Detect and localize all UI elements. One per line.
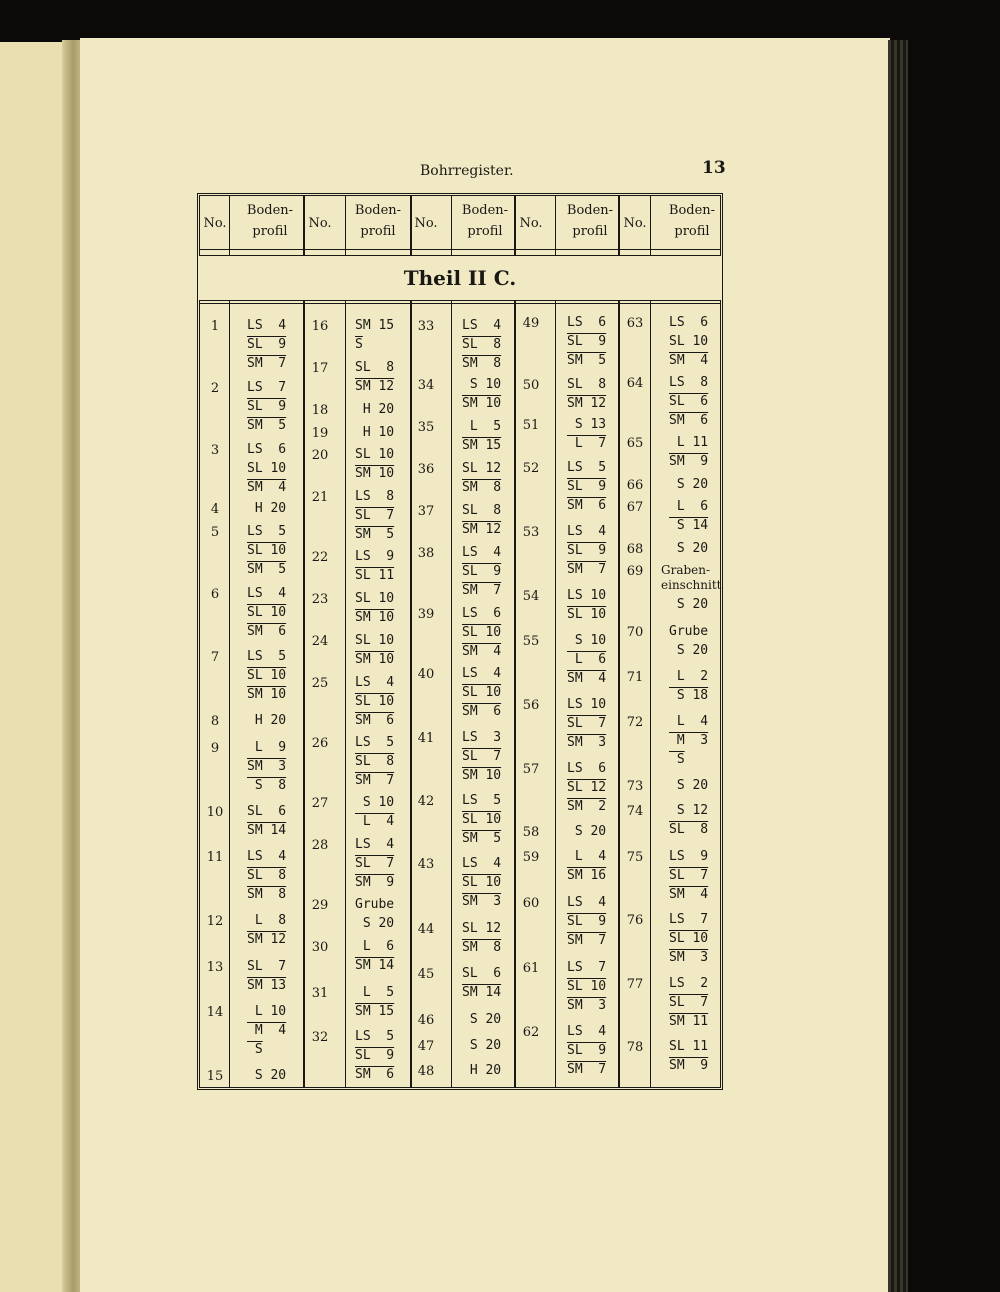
bore-number: 45 — [417, 967, 435, 982]
soil-profile-entry: S 20 — [462, 1038, 502, 1053]
soil-profile-entry: SM 6 — [355, 713, 395, 728]
soil-profile-entry: L 4 — [669, 714, 709, 729]
soil-profile-entry: SM 5 — [462, 831, 502, 846]
bore-number: 15 — [206, 1069, 224, 1084]
soil-profile-entry: L 5 — [355, 985, 395, 1000]
soil-profile-entry: SL 12 — [567, 780, 607, 795]
soil-profile-entry: SM 5 — [567, 353, 607, 368]
running-title: Bohrregister. — [420, 163, 514, 179]
bore-number: 64 — [626, 376, 644, 391]
soil-profile-entry: Grube — [669, 624, 709, 639]
soil-profile-entry: S 20 — [669, 541, 709, 556]
soil-profile-entry: SL 7 — [669, 868, 709, 883]
bore-number: 10 — [206, 805, 224, 820]
soil-profile-entry: LS 4 — [567, 1024, 607, 1039]
bore-number: 65 — [626, 436, 644, 451]
soil-profile-entry: SL 9 — [247, 399, 287, 414]
soil-profile-entry: L 9 — [247, 740, 287, 755]
soil-profile-entry: SM 6 — [462, 704, 502, 719]
soil-profile-entry: SM 4 — [669, 353, 709, 368]
soil-profile-entry: S 10 — [355, 795, 395, 810]
soil-profile-entry: SM 3 — [567, 735, 607, 750]
soil-profile-entry: S 20 — [669, 477, 709, 492]
bore-number: 21 — [311, 490, 329, 505]
bore-number: 76 — [626, 913, 644, 928]
bore-number: 52 — [522, 461, 540, 476]
soil-profile-entry: S 14 — [669, 518, 709, 533]
soil-profile-entry: SM 5 — [247, 562, 287, 577]
soil-profile-entry: L 2 — [669, 669, 709, 684]
soil-profile-entry: SM 12 — [567, 396, 607, 411]
soil-profile-entry: S 20 — [247, 1068, 287, 1083]
soil-profile-entry: SL 8 — [669, 822, 709, 837]
bore-number: 30 — [311, 940, 329, 955]
soil-profile-entry: S 10 — [567, 633, 607, 648]
soil-profile-entry: SL 12 — [462, 461, 502, 476]
soil-profile-entry: SL 6 — [669, 394, 709, 409]
bore-number: 28 — [311, 838, 329, 853]
soil-profile-entry: S — [669, 752, 685, 767]
soil-profile-entry: S 20 — [669, 597, 709, 612]
soil-profile-entry: SM 14 — [462, 985, 502, 1000]
soil-profile-entry: L 7 — [567, 436, 607, 451]
soil-profile-entry: S 20 — [669, 643, 709, 658]
left-page — [0, 42, 70, 1292]
soil-profile-entry: SM 15 — [355, 318, 395, 333]
bore-number: 53 — [522, 525, 540, 540]
header-no: No. — [414, 216, 438, 231]
bore-number: 32 — [311, 1030, 329, 1045]
header-no: No. — [519, 216, 543, 231]
soil-profile-entry: LS 6 — [669, 315, 709, 330]
soil-profile-entry: SL 10 — [567, 607, 607, 622]
soil-profile-entry: SL 10 — [247, 605, 287, 620]
soil-profile-entry: LS 4 — [462, 666, 502, 681]
soil-profile-entry: LS 5 — [355, 1029, 395, 1044]
soil-profile-entry: L 4 — [355, 814, 395, 829]
soil-profile-entry: S 12 — [669, 803, 709, 818]
soil-profile-entry: LS 5 — [247, 524, 287, 539]
bore-number: 70 — [626, 625, 644, 640]
soil-profile-entry: SM 7 — [567, 1062, 607, 1077]
column-rule — [555, 196, 556, 1087]
soil-profile-entry: SM 12 — [247, 932, 287, 947]
row-rule — [199, 303, 721, 304]
soil-profile-entry: S 13 — [567, 417, 607, 432]
bore-number: 19 — [311, 426, 329, 441]
soil-profile-entry: SM 6 — [247, 624, 287, 639]
soil-profile-entry: SL 10 — [669, 931, 709, 946]
soil-profile-entry: SM 13 — [247, 978, 287, 993]
bore-number: 27 — [311, 796, 329, 811]
page-number: 13 — [702, 158, 726, 178]
bore-number: 7 — [210, 650, 220, 665]
soil-profile-entry: SM 3 — [247, 759, 287, 774]
soil-profile-entry: SM 5 — [355, 527, 395, 542]
soil-profile-entry: LS 6 — [247, 442, 287, 457]
soil-profile-entry: LS 4 — [247, 586, 287, 601]
bore-number: 67 — [626, 500, 644, 515]
soil-profile-entry: SL 7 — [567, 716, 607, 731]
soil-profile-entry: L 10 — [247, 1004, 287, 1019]
bore-number: 22 — [311, 550, 329, 565]
soil-profile-entry: SM 6 — [355, 1067, 395, 1082]
soil-profile-entry: SM 4 — [669, 887, 709, 902]
bore-number: 57 — [522, 762, 540, 777]
soil-profile-entry: LS 10 — [567, 588, 607, 603]
bore-number: 4 — [210, 502, 220, 517]
soil-profile-entry: LS 5 — [247, 649, 287, 664]
soil-profile-entry: SL 9 — [462, 564, 502, 579]
soil-profile-entry: LS 7 — [669, 912, 709, 927]
soil-profile-entry: L 4 — [567, 849, 607, 864]
bore-number: 31 — [311, 986, 329, 1001]
bore-number: 60 — [522, 896, 540, 911]
bore-number: 44 — [417, 922, 435, 937]
soil-profile-entry: SM 15 — [462, 438, 502, 453]
soil-profile-entry: L 6 — [669, 499, 709, 514]
soil-profile-entry: SL 10 — [247, 461, 287, 476]
soil-profile-entry: SM 7 — [567, 933, 607, 948]
bore-number: 18 — [311, 403, 329, 418]
soil-profile-entry: SM 7 — [567, 562, 607, 577]
soil-profile-entry: SL 10 — [462, 625, 502, 640]
soil-profile-entry: SL 8 — [567, 377, 607, 392]
soil-profile-entry: LS 4 — [462, 856, 502, 871]
soil-profile-entry: SL 10 — [462, 812, 502, 827]
soil-profile-entry: S 20 — [567, 824, 607, 839]
soil-profile-entry: SL 9 — [567, 479, 607, 494]
soil-profile-entry: SM 9 — [355, 875, 395, 890]
bore-number: 68 — [626, 542, 644, 557]
header-no: No. — [623, 216, 647, 231]
soil-profile-entry: LS 4 — [247, 849, 287, 864]
soil-profile-entry: SM 10 — [462, 768, 502, 783]
soil-profile-entry: Graben- — [661, 563, 711, 577]
soil-profile-entry: LS 3 — [462, 730, 502, 745]
soil-profile-entry: SM 10 — [247, 687, 287, 702]
header-bodenprofil: Boden- profil — [566, 203, 614, 239]
soil-profile-entry: LS 4 — [567, 895, 607, 910]
header-bodenprofil: Boden- profil — [461, 203, 509, 239]
bore-number: 1 — [210, 319, 220, 334]
page-edges — [888, 40, 908, 1292]
soil-profile-entry: SM 4 — [462, 644, 502, 659]
column-rule — [451, 196, 452, 1087]
bore-number: 14 — [206, 1005, 224, 1020]
soil-profile-entry: LS 10 — [567, 697, 607, 712]
bore-number: 49 — [522, 316, 540, 331]
soil-profile-entry: SL 7 — [247, 959, 287, 974]
soil-profile-entry: LS 6 — [567, 761, 607, 776]
soil-profile-entry: L 5 — [462, 419, 502, 434]
soil-profile-entry: LS 4 — [355, 837, 395, 852]
soil-profile-entry: LS 2 — [669, 976, 709, 991]
soil-profile-entry: SM 11 — [669, 1014, 709, 1029]
soil-profile-entry: SL 7 — [669, 995, 709, 1010]
soil-profile-entry: SM 9 — [669, 454, 709, 469]
bore-number: 78 — [626, 1040, 644, 1055]
soil-profile-entry: LS 4 — [567, 524, 607, 539]
soil-profile-entry: SM 10 — [355, 466, 395, 481]
soil-profile-entry: SL 10 — [355, 591, 395, 606]
soil-profile-entry: SM 3 — [669, 950, 709, 965]
bore-number: 38 — [417, 546, 435, 561]
soil-profile-entry: SL 9 — [567, 334, 607, 349]
soil-profile-entry: LS 4 — [247, 318, 287, 333]
row-rule — [199, 249, 721, 250]
bore-number: 3 — [210, 443, 220, 458]
bore-number: 26 — [311, 736, 329, 751]
soil-profile-entry: SM 2 — [567, 799, 607, 814]
bore-number: 40 — [417, 667, 435, 682]
soil-profile-entry: SM 4 — [247, 480, 287, 495]
soil-profile-entry: SL 8 — [462, 503, 502, 518]
soil-profile-entry: SL 10 — [355, 633, 395, 648]
soil-profile-entry: H 20 — [247, 713, 287, 728]
soil-profile-entry: SM 14 — [355, 958, 395, 973]
soil-profile-entry: H 10 — [355, 425, 395, 440]
soil-profile-entry: SL 11 — [355, 568, 395, 583]
soil-profile-entry: SL 6 — [462, 966, 502, 981]
soil-profile-entry: SL 10 — [247, 543, 287, 558]
header-bodenprofil: Boden- profil — [246, 203, 294, 239]
soil-profile-entry: SM 9 — [669, 1058, 709, 1073]
bore-number: 41 — [417, 731, 435, 746]
soil-profile-entry: LS 6 — [567, 315, 607, 330]
bore-number: 59 — [522, 850, 540, 865]
bore-number: 50 — [522, 378, 540, 393]
soil-profile-entry: SM 6 — [669, 413, 709, 428]
header-no: No. — [308, 216, 332, 231]
soil-profile-entry: H 20 — [462, 1063, 502, 1078]
soil-profile-entry: LS 6 — [462, 606, 502, 621]
soil-profile-entry: LS 4 — [462, 545, 502, 560]
soil-profile-entry: M 3 — [669, 733, 709, 748]
soil-profile-entry: einschnitt — [661, 578, 722, 592]
soil-profile-entry: SL 9 — [567, 914, 607, 929]
bore-number: 9 — [210, 741, 220, 756]
soil-profile-entry: L 11 — [669, 435, 709, 450]
soil-profile-entry: LS 4 — [462, 318, 502, 333]
soil-profile-entry: S 20 — [669, 778, 709, 793]
soil-profile-entry: $\overline{S}$ — [355, 337, 363, 352]
soil-profile-entry: S 20 — [355, 916, 395, 931]
bore-number: 69 — [626, 564, 644, 579]
bore-number: 23 — [311, 592, 329, 607]
soil-profile-entry: LS 9 — [669, 849, 709, 864]
bore-number: 74 — [626, 804, 644, 819]
bore-number: 51 — [522, 418, 540, 433]
soil-profile-entry: SL 8 — [355, 754, 395, 769]
soil-profile-entry: L 6 — [355, 939, 395, 954]
bore-number: 34 — [417, 378, 435, 393]
bore-number: 39 — [417, 607, 435, 622]
section-title: Theil II C. — [403, 266, 517, 290]
soil-profile-entry: S 20 — [462, 1012, 502, 1027]
bore-number: 6 — [210, 587, 220, 602]
soil-profile-entry: SL 10 — [567, 979, 607, 994]
soil-profile-entry: SL 9 — [247, 337, 287, 352]
bore-number: 54 — [522, 589, 540, 604]
soil-profile-entry: LS 5 — [567, 460, 607, 475]
soil-profile-entry: LS 4 — [355, 675, 395, 690]
soil-profile-entry: SL 9 — [567, 543, 607, 558]
bore-number: 66 — [626, 478, 644, 493]
bore-number: 46 — [417, 1013, 435, 1028]
soil-profile-entry: SM 7 — [355, 773, 395, 788]
soil-profile-entry: SL 7 — [355, 856, 395, 871]
column-rule — [345, 196, 346, 1087]
soil-profile-entry: SL 7 — [462, 749, 502, 764]
soil-profile-entry: SL 8 — [355, 360, 395, 375]
bore-number: 2 — [210, 381, 220, 396]
bore-number: 73 — [626, 779, 644, 794]
soil-profile-entry: SM 15 — [355, 1004, 395, 1019]
bore-number: 75 — [626, 850, 644, 865]
soil-profile-entry: LS 5 — [355, 735, 395, 750]
soil-profile-entry: SM 3 — [462, 894, 502, 909]
bore-number: 33 — [417, 319, 435, 334]
soil-profile-entry: SL 9 — [567, 1043, 607, 1058]
bore-number: 61 — [522, 961, 540, 976]
bore-number: 8 — [210, 714, 220, 729]
header-bodenprofil: Boden- profil — [354, 203, 402, 239]
soil-profile-entry: SL 10 — [462, 875, 502, 890]
soil-profile-entry: SL 11 — [669, 1039, 709, 1054]
soil-profile-entry: SM 5 — [247, 418, 287, 433]
header-no: No. — [203, 216, 227, 231]
soil-profile-entry: SM 10 — [462, 396, 502, 411]
soil-profile-entry: SM 8 — [462, 940, 502, 955]
bore-number: 42 — [417, 794, 435, 809]
bore-number: 48 — [417, 1064, 435, 1079]
bore-number: 58 — [522, 825, 540, 840]
soil-profile-entry: SL 12 — [462, 921, 502, 936]
bore-number: 72 — [626, 715, 644, 730]
bore-number: 13 — [206, 960, 224, 975]
bore-number: 77 — [626, 977, 644, 992]
soil-profile-entry: SM 12 — [462, 522, 502, 537]
bore-number: 20 — [311, 448, 329, 463]
soil-profile-entry: LS 8 — [669, 375, 709, 390]
bore-number: 24 — [311, 634, 329, 649]
soil-profile-entry: LS 7 — [567, 960, 607, 975]
bore-number: 5 — [210, 525, 220, 540]
bore-number: 17 — [311, 361, 329, 376]
soil-profile-entry: Grube — [355, 897, 395, 912]
soil-profile-entry: LS 7 — [247, 380, 287, 395]
soil-profile-entry: SL 10 — [669, 334, 709, 349]
soil-profile-entry: SM 8 — [462, 356, 502, 371]
soil-profile-entry: SL 9 — [355, 1048, 395, 1063]
soil-profile-entry: SL 10 — [355, 447, 395, 462]
soil-profile-entry: SM 7 — [462, 583, 502, 598]
soil-profile-entry: SM 7 — [247, 356, 287, 371]
header-bodenprofil: Boden- profil — [668, 203, 716, 239]
bore-number: 55 — [522, 634, 540, 649]
soil-profile-entry: S — [247, 1042, 263, 1057]
bore-number: 29 — [311, 898, 329, 913]
soil-profile-entry: LS 8 — [355, 489, 395, 504]
soil-profile-entry: SM 10 — [355, 652, 395, 667]
bore-number: 62 — [522, 1025, 540, 1040]
soil-profile-entry: H 20 — [355, 402, 395, 417]
soil-profile-entry: SM 3 — [567, 998, 607, 1013]
soil-profile-entry: L 6 — [567, 652, 607, 667]
bore-number: 47 — [417, 1039, 435, 1054]
bore-number: 25 — [311, 676, 329, 691]
soil-profile-entry: SM 4 — [567, 671, 607, 686]
bore-number: 12 — [206, 914, 224, 929]
soil-profile-entry: S 8 — [247, 778, 287, 793]
bore-number: 16 — [311, 319, 329, 334]
soil-profile-entry: SL 8 — [247, 868, 287, 883]
soil-profile-entry: SM 14 — [247, 823, 287, 838]
bore-number: 11 — [206, 850, 224, 865]
soil-profile-entry: LS 5 — [462, 793, 502, 808]
soil-profile-entry: SL 7 — [355, 508, 395, 523]
bore-number: 71 — [626, 670, 644, 685]
soil-profile-entry: SM 8 — [247, 887, 287, 902]
soil-profile-entry: LS 9 — [355, 549, 395, 564]
row-rule — [199, 300, 721, 301]
soil-profile-entry: SM 6 — [567, 498, 607, 513]
soil-profile-entry: S 10 — [462, 377, 502, 392]
bore-number: 63 — [626, 316, 644, 331]
soil-profile-entry: SM 12 — [355, 379, 395, 394]
soil-profile-entry: S 18 — [669, 688, 709, 703]
soil-profile-entry: SL 8 — [462, 337, 502, 352]
bore-number: 43 — [417, 857, 435, 872]
bore-number: 36 — [417, 462, 435, 477]
soil-profile-entry: SL 10 — [355, 694, 395, 709]
soil-profile-entry: SM 16 — [567, 868, 607, 883]
soil-profile-entry: L 8 — [247, 913, 287, 928]
soil-profile-entry: SL 6 — [247, 804, 287, 819]
soil-profile-entry: SL 10 — [247, 668, 287, 683]
soil-profile-entry: SM 10 — [355, 610, 395, 625]
bore-number: 35 — [417, 420, 435, 435]
soil-profile-entry: M 4 — [247, 1023, 287, 1038]
soil-profile-entry: SL 10 — [462, 685, 502, 700]
bore-number: 37 — [417, 504, 435, 519]
bore-number: 56 — [522, 698, 540, 713]
soil-profile-entry: SM 8 — [462, 480, 502, 495]
soil-profile-entry: H 20 — [247, 501, 287, 516]
